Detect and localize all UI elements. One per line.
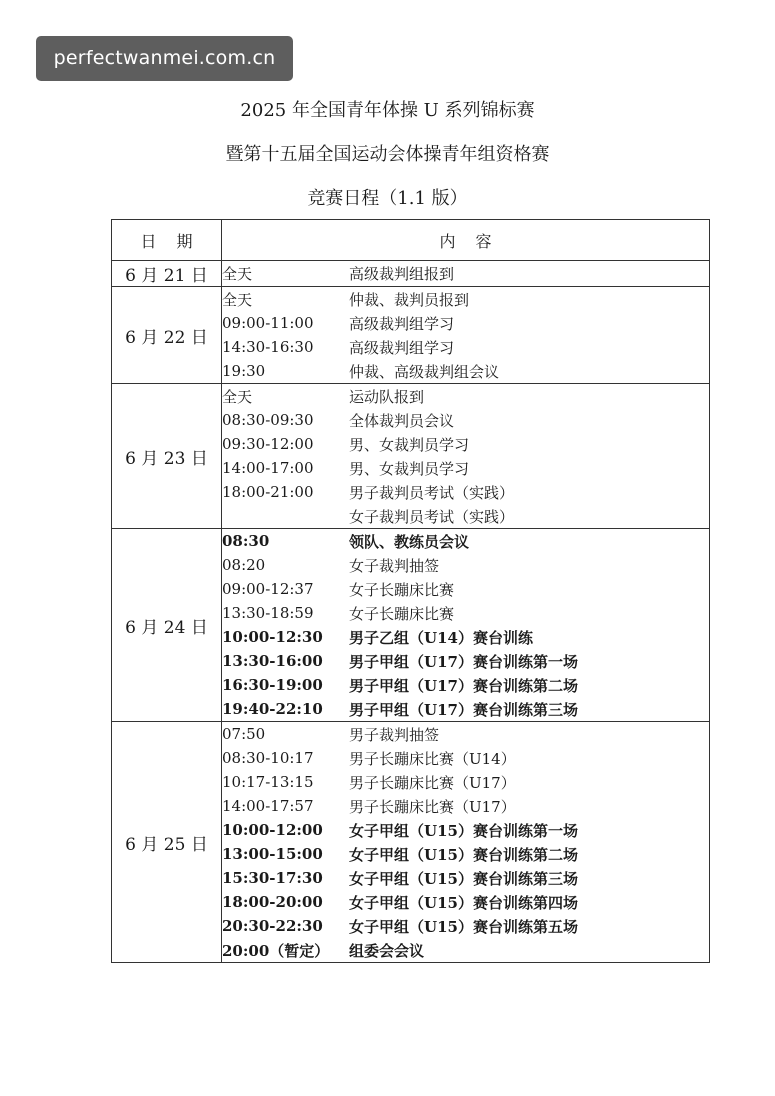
schedule-time: 09:00-12:37	[222, 580, 314, 598]
schedule-time: 08:30	[222, 532, 270, 550]
schedule-activity: 男子甲组（U17）赛台训练第二场	[349, 676, 578, 695]
schedule-activity: 女子甲组（U15）赛台训练第三场	[349, 869, 578, 888]
schedule-activity: 男子裁判抽签	[349, 725, 440, 744]
schedule-activity: 女子裁判员考试（实践）	[349, 507, 515, 526]
schedule-time: 07:50	[222, 725, 266, 743]
schedule-time: 全天	[222, 290, 253, 309]
schedule-activity: 仲裁、高级裁判组会议	[349, 362, 500, 381]
schedule-time: 18:00-21:00	[222, 483, 314, 501]
schedule-item	[222, 770, 709, 794]
day-content	[222, 287, 710, 384]
day-date: 6 月 21 日	[112, 261, 222, 287]
schedule-time: 08:30-09:30	[222, 411, 314, 429]
schedule-time: 14:30-16:30	[222, 338, 314, 356]
schedule-activity: 男子乙组（U14）赛台训练	[349, 628, 533, 647]
schedule-time: 08:30-10:17	[222, 749, 314, 767]
schedule-activity: 女子长蹦床比赛	[349, 580, 455, 599]
header-date-char-1: 日	[140, 231, 157, 251]
schedule-item	[222, 818, 709, 842]
watermark-badge: perfectwanmei.com.cn	[36, 36, 293, 81]
schedule-item	[222, 335, 709, 359]
schedule-item	[222, 625, 709, 649]
schedule-item	[222, 890, 709, 914]
day-row	[112, 287, 710, 384]
schedule-time: 全天	[222, 387, 253, 406]
schedule-activity: 女子甲组（U15）赛台训练第一场	[349, 821, 578, 840]
schedule-time: 09:00-11:00	[222, 314, 314, 332]
schedule-activity: 男子长蹦床比赛（U17）	[349, 773, 516, 792]
header-date-char-2: 期	[176, 231, 193, 251]
schedule-time: 20:30-22:30	[222, 917, 323, 935]
schedule-activity: 领队、教练员会议	[349, 532, 470, 551]
header-content-char-2: 容	[475, 231, 492, 251]
schedule-activity: 男子甲组（U17）赛台训练第一场	[349, 652, 578, 671]
schedule-time: 10:17-13:15	[222, 773, 314, 791]
schedule-activity: 男、女裁判员学习	[349, 435, 470, 454]
schedule-item	[222, 480, 709, 504]
day-date: 6 月 24 日	[112, 529, 222, 722]
day-date: 6 月 25 日	[112, 722, 222, 963]
schedule-time: 13:30-16:00	[222, 652, 323, 670]
schedule-activity: 女子裁判抽签	[349, 556, 440, 575]
schedule-time: 09:30-12:00	[222, 435, 314, 453]
schedule-time: 08:20	[222, 556, 266, 574]
header-date	[112, 220, 222, 261]
schedule-activity: 高级裁判组学习	[349, 338, 455, 357]
schedule-time: 13:30-18:59	[222, 604, 314, 622]
schedule-item	[222, 722, 709, 746]
title-line-3: 竞赛日程（1.1 版）	[307, 188, 468, 209]
schedule-item	[222, 456, 709, 480]
schedule-time: 16:30-19:00	[222, 676, 323, 694]
schedule-item	[222, 311, 709, 335]
title-line-1: 2025 年全国青年体操 U 系列锦标赛	[240, 100, 535, 121]
schedule-activity: 组委会会议	[349, 941, 425, 960]
schedule-time: 14:00-17:00	[222, 459, 314, 477]
day-row	[112, 722, 710, 963]
schedule-item	[222, 842, 709, 866]
schedule-activity: 男子长蹦床比赛（U14）	[349, 749, 516, 768]
schedule-item	[222, 504, 709, 528]
schedule-activity: 男子长蹦床比赛（U17）	[349, 797, 516, 816]
schedule-item	[222, 553, 709, 577]
schedule-time: 19:30	[222, 362, 266, 380]
schedule-item	[222, 432, 709, 456]
schedule-time: 10:00-12:30	[222, 628, 323, 646]
schedule-activity: 高级裁判组学习	[349, 314, 455, 333]
day-date: 6 月 22 日	[112, 287, 222, 384]
schedule-time: 14:00-17:57	[222, 797, 314, 815]
schedule-activity: 女子甲组（U15）赛台训练第二场	[349, 845, 578, 864]
schedule-time: 19:40-22:10	[222, 700, 323, 718]
day-row	[112, 384, 710, 529]
schedule-item	[222, 577, 709, 601]
schedule-item	[222, 697, 709, 721]
schedule-item	[222, 673, 709, 697]
day-content	[222, 384, 710, 529]
header-content-char-1: 内	[439, 231, 456, 251]
schedule-activity: 男子裁判员考试（实践）	[349, 483, 515, 502]
day-content	[222, 529, 710, 722]
schedule-item	[222, 601, 709, 625]
schedule-time: 15:30-17:30	[222, 869, 323, 887]
schedule-activity: 男子甲组（U17）赛台训练第三场	[349, 700, 578, 719]
header-content	[222, 220, 710, 261]
schedule-activity: 男、女裁判员学习	[349, 459, 470, 478]
schedule-item	[222, 262, 709, 286]
day-content	[222, 722, 710, 963]
document-title	[0, 100, 775, 210]
schedule-item	[222, 287, 709, 311]
day-row	[112, 529, 710, 722]
schedule-time: 10:00-12:00	[222, 821, 323, 839]
schedule-time: 全天	[222, 265, 253, 283]
schedule-item	[222, 529, 709, 553]
schedule-time: 20:00（暂定）	[222, 941, 330, 960]
table-header-row	[112, 220, 710, 261]
schedule-time: 13:00-15:00	[222, 845, 323, 863]
schedule-item	[222, 794, 709, 818]
schedule-item	[222, 746, 709, 770]
schedule-activity: 女子甲组（U15）赛台训练第四场	[349, 893, 578, 912]
schedule-activity: 全体裁判员会议	[349, 411, 455, 430]
schedule-item	[222, 866, 709, 890]
schedule-activity: 运动队报到	[349, 387, 425, 406]
day-date: 6 月 23 日	[112, 384, 222, 529]
schedule-item	[222, 938, 709, 962]
schedule-activity: 高级裁判组报到	[349, 265, 455, 283]
schedule-item	[222, 408, 709, 432]
schedule-item	[222, 649, 709, 673]
schedule-item	[222, 384, 709, 408]
schedule-activity: 女子甲组（U15）赛台训练第五场	[349, 917, 578, 936]
title-line-2: 暨第十五届全国运动会体操青年组资格赛	[225, 144, 550, 165]
schedule-time: 18:00-20:00	[222, 893, 323, 911]
schedule-item	[222, 914, 709, 938]
schedule-item	[222, 359, 709, 383]
schedule-activity: 女子长蹦床比赛	[349, 604, 455, 623]
schedule-activity: 仲裁、裁判员报到	[349, 290, 470, 309]
schedule-table	[111, 219, 710, 963]
day-row	[112, 261, 710, 287]
day-content	[222, 261, 710, 287]
